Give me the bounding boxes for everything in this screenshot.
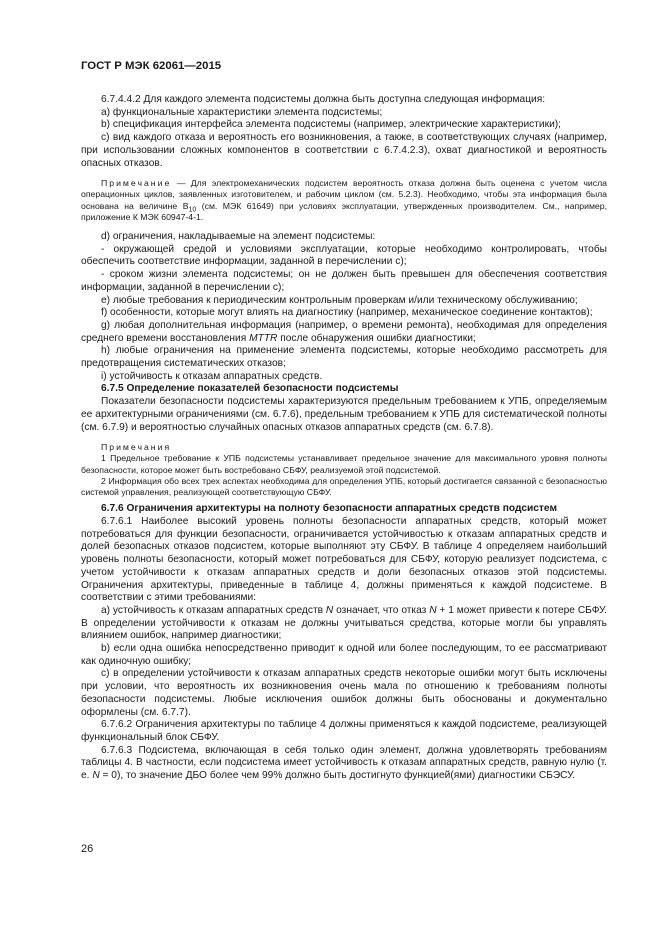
clause-6-7-6-3: [81, 745, 607, 783]
note-label: Примечание: [101, 178, 172, 189]
note-2-2: 2 Информация обо всех трех аспектах необходима для определения УПБ, который достигается связанной с безопасностью системой управления, реализующей соответствующую СБФУ.: [81, 475, 607, 498]
var-n-2: N: [429, 604, 437, 616]
note-text-a: — Для электромеханических подсистем вероятность отказа должна быть оценена с учетом числа операционных циклов, заявленных изготовителем, и рабочим циклом (см. 5.2.3). Необходимо, чтобы эта информация была основана на величине B: [81, 178, 607, 211]
list-item-b: b) спецификация интерфейса элемента подсистемы (например, электрические характеристики);: [101, 119, 561, 131]
heading-6-7-6: 6.7.6 Ограничения архитектуры на полноту безопасности аппаратных средств подсистем: [101, 503, 557, 515]
item-6-7-6-1-c: c) в определении устойчивости к отказам аппаратных средств некоторые ошибки могут быть исключены при условии, что вероятность их возникновения очень мала по отношению к требованиям полноты безопасности подсистемы. Любые исключения ошибок должны быть обоснованы и документально оформлены (см. 6.7.7).: [81, 668, 607, 718]
item-a-text-3: + 1 может привести к потере СБФУ. В определении устойчивости к отказам не должны учитываться средства, которые могли бы управлять влиянием ошибок, например диагностики;: [81, 604, 607, 642]
list-item-a: a) функциональные характеристики элемента подсистемы;: [101, 106, 383, 118]
note-2-1: 1 Предельное требование к УПБ подсистемы устанавливает предельное значение для максимального уровня полноты безопасности, которое может быть востребовано СБФУ, реализуемой этой подсистемой.: [81, 453, 607, 475]
heading-6-7-5: 6.7.5 Определение показателей безопасности подсистемы: [101, 383, 399, 395]
list-item-i: i) устойчивость к отказам аппаратных средств.: [101, 370, 323, 382]
list-item-c: c) вид каждого отказа и вероятность его возникновения, а также, в соответствующих случаях (например, при использовании сложных компонентов в соответствии с 6.7.4.2.3), охват диагностикой и вероятность опасных отказов.: [81, 132, 607, 169]
clause-6-7-6-3-text-a: 6.7.6.3 Подсистема, включающая в себя только один элемент, должна удовлетворять требованиям таблицы 4. В частности, если подсистема имеет устойчивость к отказам аппаратных средств, равную нулю (т. е.: [81, 744, 607, 782]
item-a-text-2: означает, что отказ: [333, 604, 430, 616]
list-item-g: [81, 320, 607, 345]
note-1: [81, 178, 607, 223]
notes-label: Примечания: [101, 442, 172, 453]
list-item-g-text-a: g) любая дополнительная информация (например, о времени ремонта), необходимая для определения среднего времени восстановления: [81, 319, 607, 344]
clause-6-7-6-2: 6.7.6.2 Ограничения архитектуры по таблице 4 должны применяться к каждой подсистеме, реализующей функциональный блок СБФУ.: [81, 719, 607, 743]
list-item-d-2: - сроком жизни элемента подсистемы; он не должен быть превышен для обеспечения соответствия информации, заданной в перечислении c);: [81, 269, 607, 293]
note-subscript: 10: [188, 206, 197, 214]
list-item-d-1: - окружающей средой и условиями эксплуатации, которые необходимо контролировать, чтобы обеспечить соответствие информации, заданной в перечислении c);: [81, 243, 607, 268]
item-6-7-6-1-a: [81, 605, 607, 643]
page-number: 26: [81, 843, 94, 855]
clause-6-7-6-1: 6.7.6.1 Наиболее высокий уровень полноты безопасности аппаратных средств, который может потребоваться для функции безопасности, ограничивается устойчивостью к отказам аппаратных средств и долей безопасных отказов подсистем, которые выполняют эту СБФУ. В таблице 4 определяем наибольший уровень полноты безопасности, который может потребоваться для СБФУ, которую реализует подсистема, с учетом устойчивости к отказам аппаратных средств и доли безопасных отказов этой подсистемы. Ограничения архитектуры, приведенные в таблице 4, должны применяться к каждой подсистеме. В соответствии с этими требованиями:: [81, 516, 607, 604]
standard-header: ГОСТ Р МЭК 62061—2015: [81, 60, 222, 72]
var-n-3: N: [92, 770, 100, 782]
item-6-7-6-1-b: b) если одна ошибка непосредственно приводит к одной или более последующим, то ее рассматривают как одиночную ошибку;: [81, 643, 607, 667]
var-n-1: N: [325, 604, 334, 616]
mttr-term: MTTR: [249, 332, 278, 344]
notes-2-label: [81, 442, 607, 453]
clause-6-7-4-4-2: 6.7.4.4.2 Для каждого элемента подсистемы должна быть доступна следующая информация:: [101, 94, 546, 105]
note-text-b: (см. МЭК 61649) при условиях эксплуатации, утвержденных производителем. См., например, приложение К МЭК 60947-4-1.: [81, 200, 607, 222]
list-item-f: f) особенности, которые могут влиять на диагностику (например, механическое соединение контактов);: [101, 307, 593, 319]
list-item-g-text-b: после обнаружения ошибки диагностики;: [277, 332, 476, 344]
list-item-e: e) любые требования к периодическим контрольным проверкам и/или техническому обслуживанию;: [101, 294, 578, 306]
item-a-text-1: a) устойчивость к отказам аппаратных средств: [101, 604, 326, 616]
list-item-h: h) любые ограничения на применение элемента подсистемы, которые необходимо рассмотреть для предотвращения систематических отказов;: [81, 345, 607, 370]
clause-6-7-6-3-text-b: = 0), то значение ДБО более чем 99% должно быть достигнуто функцией(ями) диагностики СБЭСУ.: [99, 770, 576, 782]
clause-6-7-5-text: Показатели безопасности подсистемы характеризуются предельным требованием к УПБ, определяемым ее архитектурными ограничениями (см. 6.7.6), предельным требованием к УПБ для систематической полноты (см. 6.7.9) и вероятностью случайных опасных отказов аппаратных средств (см. 6.7.8).: [81, 396, 607, 433]
list-item-d: d) ограничения, накладываемые на элемент подсистемы:: [101, 231, 376, 243]
